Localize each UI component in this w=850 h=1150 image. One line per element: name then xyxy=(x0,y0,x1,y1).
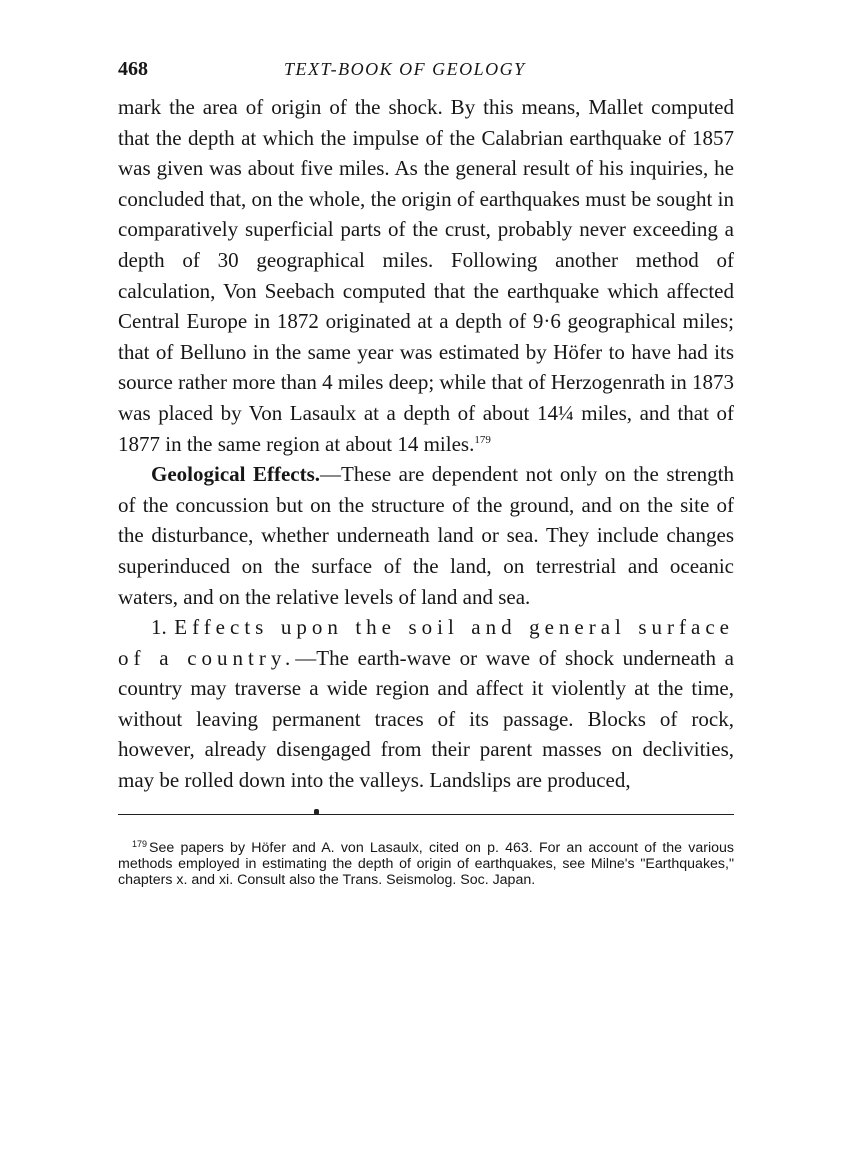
footnote xyxy=(118,840,734,889)
footnote-text: See papers by Höfer and A. von Lasaulx, cited on p. 463. For an account of the various methods employed in estimating the depth of origin of earthquakes, see Milne's "Earthquakes," chapters x. and xi. Consult also the Trans. Seismolog. Soc. Japan. xyxy=(118,839,734,889)
body-text xyxy=(118,92,734,796)
footnote-divider xyxy=(118,800,734,830)
paragraph-depth-of-origin xyxy=(118,92,734,459)
footnote-number: 179 xyxy=(132,838,148,849)
divider-mark xyxy=(314,809,319,815)
paragraph-text: —The earth-wave or wave of shock underneath a country may traverse a wide region and affect it violently at the time, without leaving permanent traces of its passage. Blocks of rock, however, already disengaged from their parent masses on declivities, may be rolled down into the valleys. Landslips are produced, xyxy=(118,645,734,793)
paragraph-text: —These are dependent not only on the strength of the concussion but on the structure of the ground, and on the site of the disturbance, whether underneath land or sea. They include changes superinduced on the surface of the land, on terrestrial and oceanic waters, and on the relative levels of land and sea. xyxy=(118,462,735,609)
page-number: 468 xyxy=(118,58,148,80)
paragraph-effects-upon-soil xyxy=(118,612,734,796)
list-number: 1. xyxy=(151,615,167,640)
running-head: TEXT-BOOK OF GEOLOGY xyxy=(284,59,526,79)
paragraph-text: mark the area of origin of the shock. By this means, Mallet computed that the depth at which the impulse of the Calabrian earthquake of 1857 was given was about five miles. As the general result of his inquiries, he concluded that, on the whole, the origin of earthquakes must be sought in comparatively superficial parts of the crust, probably never exceeding a depth of 30 geographical miles. Following another method of calculation, Von Seebach computed that the earthquake which affected Central Europe in 1872 originated at a depth of 9·6 geographical miles; that of Belluno in the same year was estimated by Höfer to have had its source rather more than 4 miles deep; while that of Herzogenrath in 1873 was placed by Von Lasaulx at a depth of about 14¼ miles, and that of 1877 in the same region at about 14 miles. xyxy=(118,95,734,456)
divider-line xyxy=(118,814,734,815)
book-page xyxy=(118,56,734,889)
section-heading: Geological Effects. xyxy=(151,462,321,487)
subsection-heading: Effects upon the soil and general surface of a country. xyxy=(118,615,735,670)
footnote-paragraph xyxy=(118,840,734,889)
paragraph-geological-effects xyxy=(118,459,734,612)
page-header xyxy=(118,56,734,92)
footnote-reference: 179 xyxy=(474,433,491,446)
